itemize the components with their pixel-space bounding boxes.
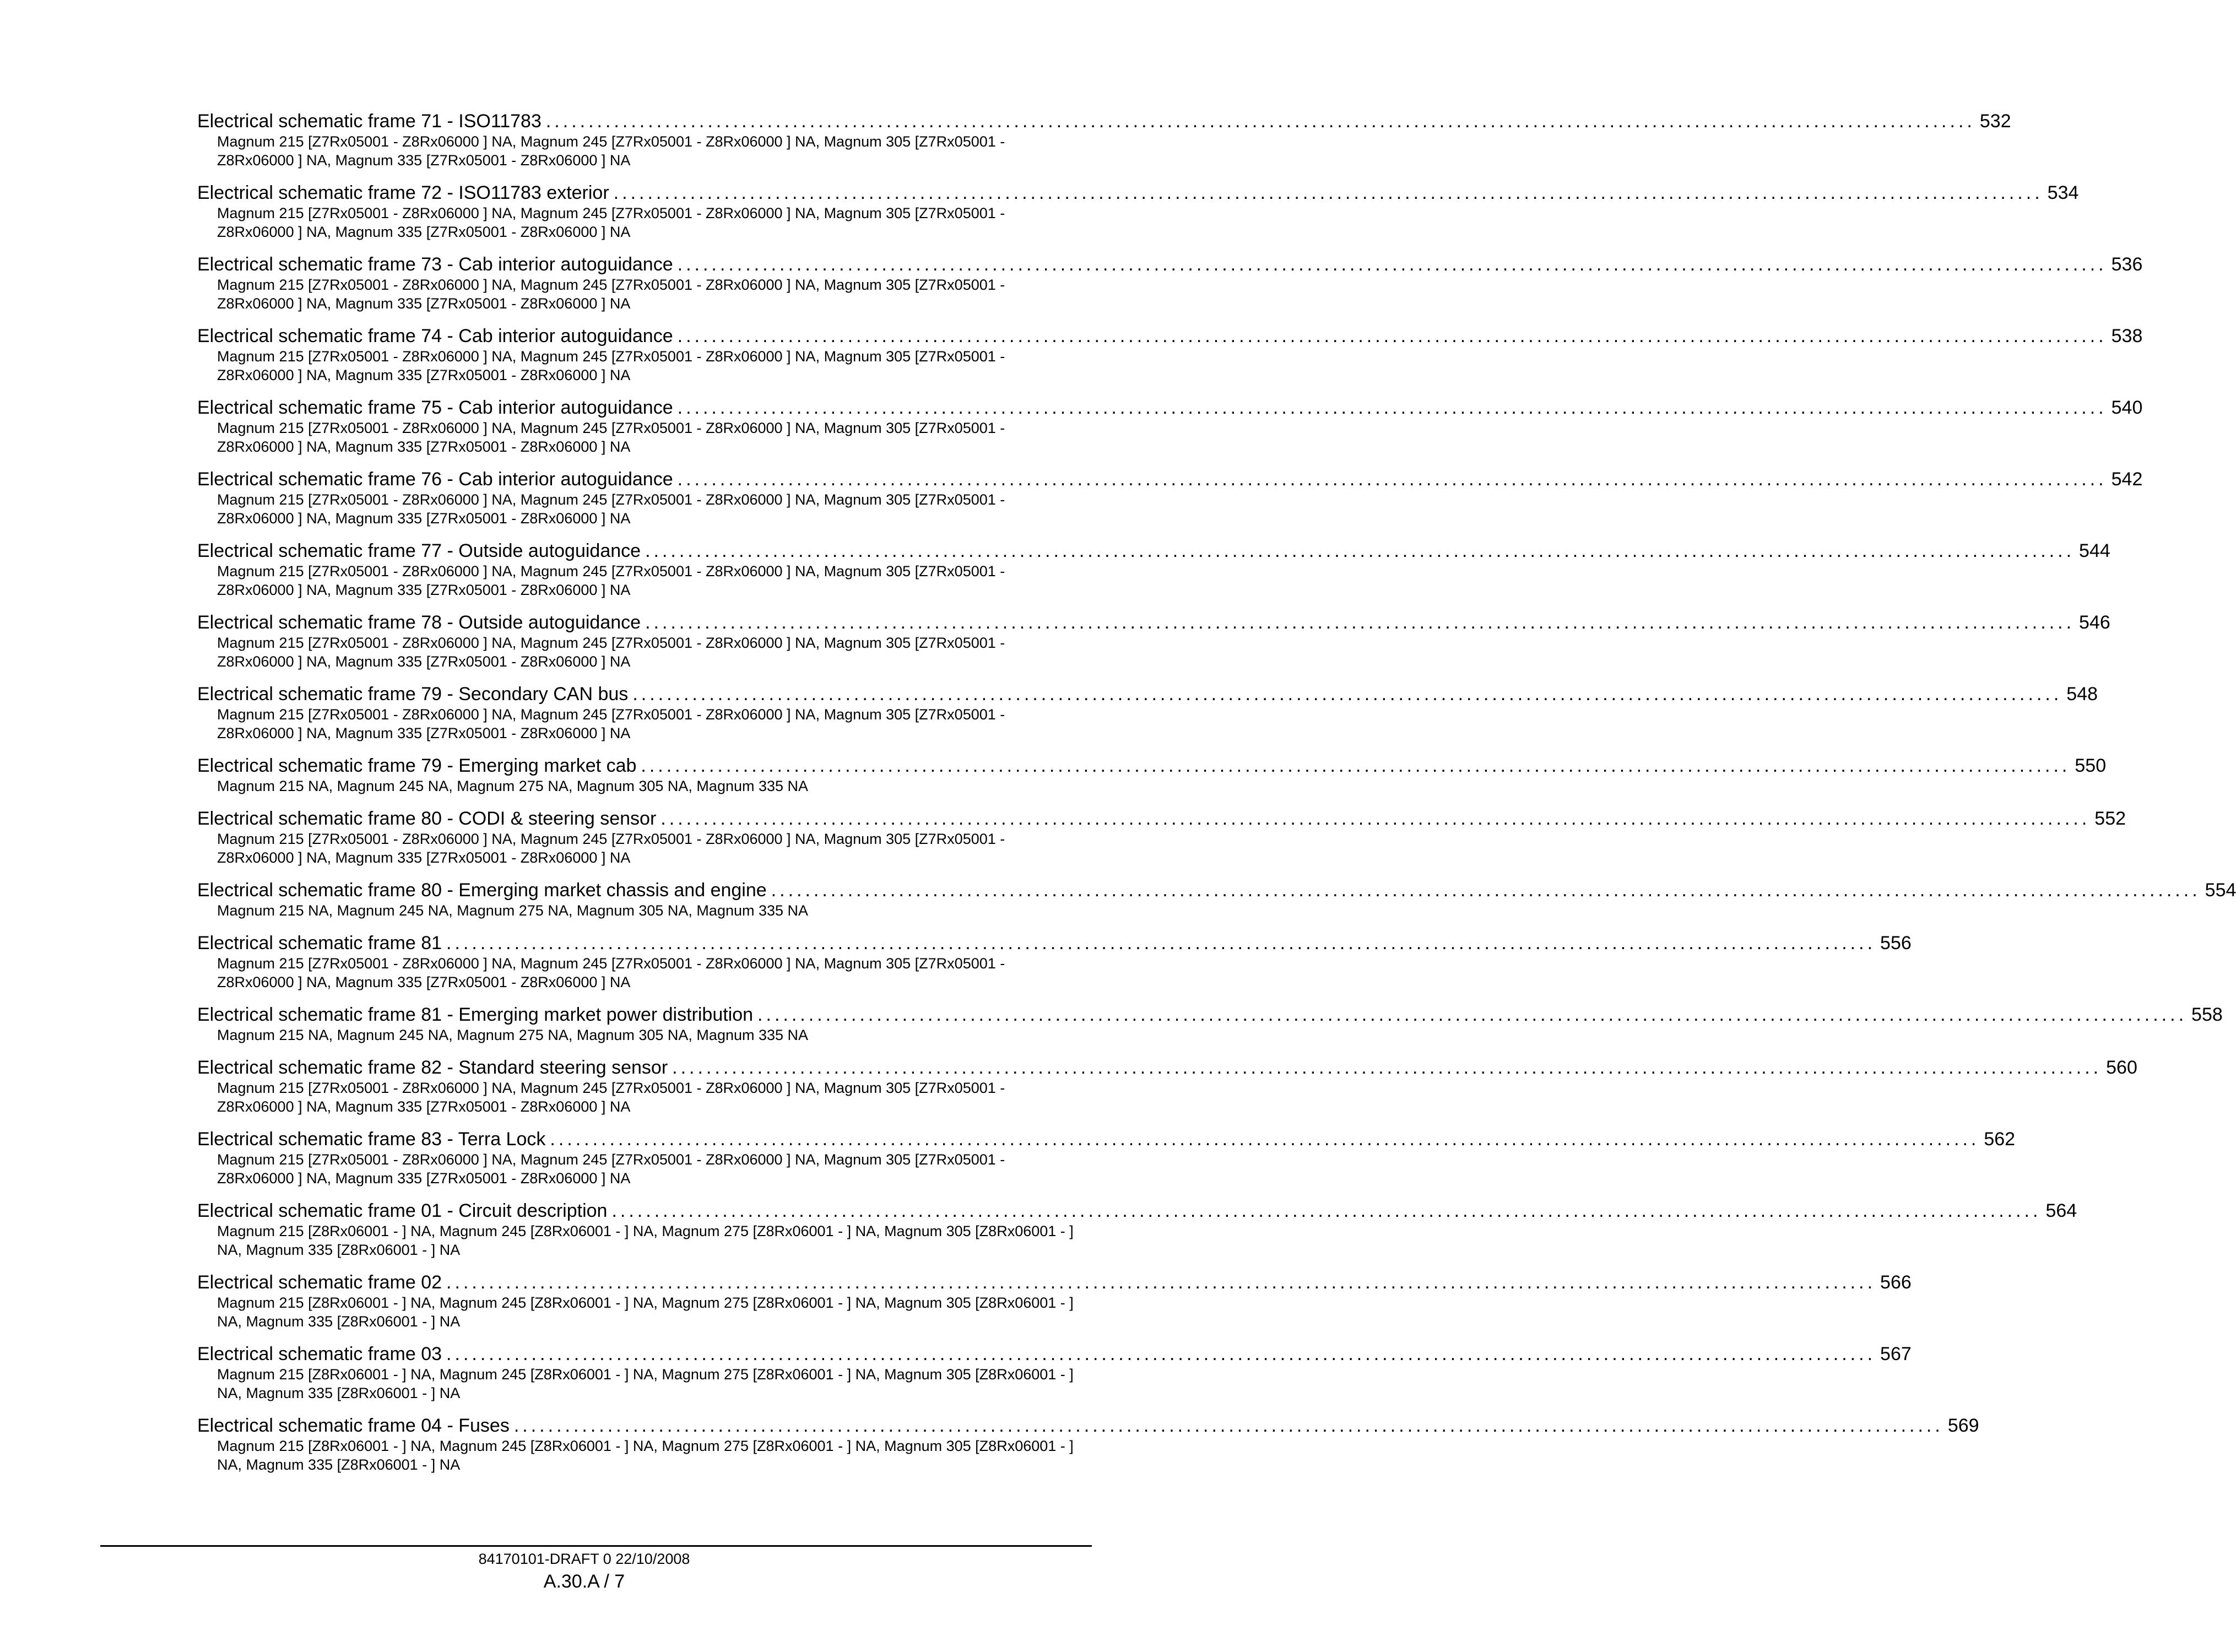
- page-number: 548: [2066, 684, 2098, 705]
- entry-title: Electrical schematic frame 73 - Cab interior autoguidance: [197, 254, 673, 275]
- page-number: 564: [2045, 1200, 2077, 1221]
- applicable-models: Magnum 215 [Z7Rx05001 - Z8Rx06000 ] NA, Magnum 245 [Z7Rx05001 - Z8Rx06000 ] NA, Magnum 305 [Z7Rx05001 - Z8Rx06000 ] NA, Magnum 335 [Z7Rx05001 - Z8Rx06000 ] NA: [217, 563, 1005, 598]
- page-number: 544: [2079, 540, 2110, 561]
- applicable-models: Magnum 215 [Z8Rx06001 - ] NA, Magnum 245 [Z8Rx06001 - ] NA, Magnum 275 [Z8Rx06001 - ] NA, Magnum 305 [Z8Rx06001 - ] NA, Magnum 335 [Z8Rx06001 - ] NA: [217, 1223, 1074, 1258]
- applicable-models: Magnum 215 [Z7Rx05001 - Z8Rx06000 ] NA, Magnum 245 [Z7Rx05001 - Z8Rx06000 ] NA, Magnum 305 [Z7Rx05001 - Z8Rx06000 ] NA, Magnum 335 [Z7Rx05001 - Z8Rx06000 ] NA: [217, 635, 1005, 670]
- page-number: 569: [1947, 1415, 1979, 1436]
- applicable-models: Magnum 215 [Z8Rx06001 - ] NA, Magnum 245 [Z8Rx06001 - ] NA, Magnum 275 [Z8Rx06001 - ] NA, Magnum 305 [Z8Rx06001 - ] NA, Magnum 335 [Z8Rx06001 - ] NA: [217, 1294, 1074, 1330]
- entry-title: Electrical schematic frame 78 - Outside autoguidance: [197, 612, 641, 633]
- applicable-models: Magnum 215 NA, Magnum 245 NA, Magnum 275 NA, Magnum 305 NA, Magnum 335 NA: [217, 778, 809, 794]
- toc-entry[interactable]: [197, 1271, 1912, 1331]
- entry-title: Electrical schematic frame 80 - Emerging market chassis and engine: [197, 880, 767, 901]
- entry-title: Electrical schematic frame 81 - Emerging market power distribution: [197, 1004, 754, 1025]
- dot-leader: ........................................................................................................................................................................: [672, 1057, 2102, 1078]
- entry-title: Electrical schematic frame 83 - Terra Lock: [197, 1129, 546, 1150]
- table-of-contents: [197, 110, 2236, 1486]
- dot-leader: ........................................................................................................................................................................: [613, 182, 2043, 203]
- applicable-models: Magnum 215 [Z7Rx05001 - Z8Rx06000 ] NA, Magnum 245 [Z7Rx05001 - Z8Rx06000 ] NA, Magnum 305 [Z7Rx05001 - Z8Rx06000 ] NA, Magnum 335 [Z7Rx05001 - Z8Rx06000 ] NA: [217, 420, 1005, 455]
- page-number: 566: [1880, 1272, 1912, 1293]
- entry-title: Electrical schematic frame 01 - Circuit description: [197, 1200, 608, 1221]
- dot-leader: ........................................................................................................................................................................: [632, 684, 2062, 705]
- page-number: 532: [1979, 111, 2011, 132]
- dot-leader: ........................................................................................................................................................................: [677, 254, 2107, 275]
- page-number: 538: [2111, 326, 2143, 346]
- toc-entry[interactable]: [197, 1415, 1979, 1474]
- dot-leader: ........................................................................................................................................................................: [446, 933, 1876, 954]
- dot-leader: ........................................................................................................................................................................: [757, 1004, 2188, 1025]
- toc-entry[interactable]: [197, 540, 2110, 599]
- toc-entry[interactable]: [197, 1057, 2137, 1116]
- entry-title: Electrical schematic frame 77 - Outside autoguidance: [197, 540, 641, 561]
- applicable-models: Magnum 215 NA, Magnum 245 NA, Magnum 275 NA, Magnum 305 NA, Magnum 335 NA: [217, 902, 809, 919]
- toc-entry[interactable]: [197, 932, 1912, 992]
- page-number: 536: [2111, 254, 2143, 275]
- toc-entry[interactable]: [197, 755, 2107, 795]
- dot-leader: ........................................................................................................................................................................: [446, 1344, 1876, 1364]
- applicable-models: Magnum 215 [Z7Rx05001 - Z8Rx06000 ] NA, Magnum 245 [Z7Rx05001 - Z8Rx06000 ] NA, Magnum 305 [Z7Rx05001 - Z8Rx06000 ] NA, Magnum 335 [Z7Rx05001 - Z8Rx06000 ] NA: [217, 706, 1005, 741]
- dot-leader: ........................................................................................................................................................................: [660, 808, 2091, 829]
- toc-entry[interactable]: [197, 1128, 2016, 1188]
- footer-divider: [100, 1545, 1092, 1547]
- applicable-models: Magnum 215 [Z7Rx05001 - Z8Rx06000 ] NA, Magnum 245 [Z7Rx05001 - Z8Rx06000 ] NA, Magnum 305 [Z7Rx05001 - Z8Rx06000 ] NA, Magnum 335 [Z7Rx05001 - Z8Rx06000 ] NA: [217, 955, 1005, 990]
- page-number: 562: [1984, 1129, 2016, 1150]
- applicable-models: Magnum 215 [Z7Rx05001 - Z8Rx06000 ] NA, Magnum 245 [Z7Rx05001 - Z8Rx06000 ] NA, Magnum 305 [Z7Rx05001 - Z8Rx06000 ] NA, Magnum 335 [Z7Rx05001 - Z8Rx06000 ] NA: [217, 205, 1005, 240]
- entry-title: Electrical schematic frame 75 - Cab interior autoguidance: [197, 397, 673, 418]
- entry-title: Electrical schematic frame 81: [197, 933, 442, 954]
- entry-title: Electrical schematic frame 04 - Fuses: [197, 1415, 510, 1436]
- page-number: 560: [2106, 1057, 2137, 1078]
- toc-entry[interactable]: [197, 683, 2098, 743]
- applicable-models: Magnum 215 [Z7Rx05001 - Z8Rx06000 ] NA, Magnum 245 [Z7Rx05001 - Z8Rx06000 ] NA, Magnum 305 [Z7Rx05001 - Z8Rx06000 ] NA, Magnum 335 [Z7Rx05001 - Z8Rx06000 ] NA: [217, 133, 1005, 169]
- dot-leader: ........................................................................................................................................................................: [550, 1129, 1980, 1150]
- dot-leader: ........................................................................................................................................................................: [513, 1415, 1943, 1436]
- toc-entry[interactable]: [197, 611, 2110, 671]
- entry-title: Electrical schematic frame 79 - Emerging market cab: [197, 755, 637, 776]
- applicable-models: Magnum 215 [Z8Rx06001 - ] NA, Magnum 245 [Z8Rx06001 - ] NA, Magnum 275 [Z8Rx06001 - ] NA, Magnum 305 [Z8Rx06001 - ] NA, Magnum 335 [Z8Rx06001 - ] NA: [217, 1366, 1074, 1401]
- dot-leader: ........................................................................................................................................................................: [771, 880, 2201, 901]
- toc-entry[interactable]: [197, 879, 2236, 920]
- page-number: 540: [2111, 397, 2143, 418]
- dot-leader: ........................................................................................................................................................................: [677, 326, 2107, 346]
- dot-leader: ........................................................................................................................................................................: [545, 111, 1975, 132]
- toc-entry[interactable]: [197, 397, 2143, 456]
- dot-leader: ........................................................................................................................................................................: [641, 755, 2071, 776]
- page-number: 534: [2047, 182, 2079, 203]
- page-number: 552: [2094, 808, 2126, 829]
- page-number: 550: [2075, 755, 2107, 776]
- dot-leader: ........................................................................................................................................................................: [645, 540, 2075, 561]
- toc-entry[interactable]: [197, 808, 2126, 867]
- document-reference: 84170101-DRAFT 0 22/10/2008: [478, 1551, 690, 1567]
- applicable-models: Magnum 215 [Z7Rx05001 - Z8Rx06000 ] NA, Magnum 245 [Z7Rx05001 - Z8Rx06000 ] NA, Magnum 305 [Z7Rx05001 - Z8Rx06000 ] NA, Magnum 335 [Z7Rx05001 - Z8Rx06000 ] NA: [217, 277, 1005, 312]
- entry-title: Electrical schematic frame 79 - Secondary CAN bus: [197, 684, 629, 705]
- dot-leader: ........................................................................................................................................................................: [611, 1200, 2042, 1221]
- toc-entry[interactable]: [197, 1200, 2077, 1259]
- toc-entry[interactable]: [197, 468, 2143, 528]
- applicable-models: Magnum 215 [Z7Rx05001 - Z8Rx06000 ] NA, Magnum 245 [Z7Rx05001 - Z8Rx06000 ] NA, Magnum 305 [Z7Rx05001 - Z8Rx06000 ] NA, Magnum 335 [Z7Rx05001 - Z8Rx06000 ] NA: [217, 1151, 1005, 1187]
- applicable-models: Magnum 215 [Z7Rx05001 - Z8Rx06000 ] NA, Magnum 245 [Z7Rx05001 - Z8Rx06000 ] NA, Magnum 305 [Z7Rx05001 - Z8Rx06000 ] NA, Magnum 335 [Z7Rx05001 - Z8Rx06000 ] NA: [217, 491, 1005, 527]
- applicable-models: Magnum 215 NA, Magnum 245 NA, Magnum 275 NA, Magnum 305 NA, Magnum 335 NA: [217, 1027, 809, 1043]
- toc-entry[interactable]: [197, 253, 2143, 313]
- page-number: 558: [2191, 1004, 2223, 1025]
- page-number: 546: [2079, 612, 2110, 633]
- page-number: 556: [1880, 933, 1912, 954]
- page-number: 567: [1880, 1344, 1912, 1364]
- applicable-models: Magnum 215 [Z8Rx06001 - ] NA, Magnum 245 [Z8Rx06001 - ] NA, Magnum 275 [Z8Rx06001 - ] NA, Magnum 305 [Z8Rx06001 - ] NA, Magnum 335 [Z8Rx06001 - ] NA: [217, 1438, 1074, 1473]
- dot-leader: ........................................................................................................................................................................: [677, 397, 2107, 418]
- applicable-models: Magnum 215 [Z7Rx05001 - Z8Rx06000 ] NA, Magnum 245 [Z7Rx05001 - Z8Rx06000 ] NA, Magnum 305 [Z7Rx05001 - Z8Rx06000 ] NA, Magnum 335 [Z7Rx05001 - Z8Rx06000 ] NA: [217, 831, 1005, 866]
- applicable-models: Magnum 215 [Z7Rx05001 - Z8Rx06000 ] NA, Magnum 245 [Z7Rx05001 - Z8Rx06000 ] NA, Magnum 305 [Z7Rx05001 - Z8Rx06000 ] NA, Magnum 335 [Z7Rx05001 - Z8Rx06000 ] NA: [217, 348, 1005, 383]
- toc-entry[interactable]: [197, 110, 2011, 170]
- entry-title: Electrical schematic frame 02: [197, 1272, 442, 1293]
- toc-entry[interactable]: [197, 1004, 2223, 1044]
- toc-entry[interactable]: [197, 325, 2143, 384]
- entry-title: Electrical schematic frame 80 - CODI & steering sensor: [197, 808, 657, 829]
- dot-leader: ........................................................................................................................................................................: [677, 469, 2107, 490]
- dot-leader: ........................................................................................................................................................................: [645, 612, 2075, 633]
- entry-title: Electrical schematic frame 82 - Standard steering sensor: [197, 1057, 668, 1078]
- page-number: 554: [2205, 880, 2236, 901]
- entry-title: Electrical schematic frame 72 - ISO11783 exterior: [197, 182, 609, 203]
- entry-title: Electrical schematic frame 74 - Cab interior autoguidance: [197, 326, 673, 346]
- dot-leader: ........................................................................................................................................................................: [446, 1272, 1876, 1293]
- toc-entry[interactable]: [197, 182, 2079, 241]
- applicable-models: Magnum 215 [Z7Rx05001 - Z8Rx06000 ] NA, Magnum 245 [Z7Rx05001 - Z8Rx06000 ] NA, Magnum 305 [Z7Rx05001 - Z8Rx06000 ] NA, Magnum 335 [Z7Rx05001 - Z8Rx06000 ] NA: [217, 1080, 1005, 1115]
- entry-title: Electrical schematic frame 03: [197, 1344, 442, 1364]
- entry-title: Electrical schematic frame 76 - Cab interior autoguidance: [197, 469, 673, 490]
- page-number-footer: A.30.A / 7: [543, 1571, 625, 1592]
- page-number: 542: [2111, 469, 2143, 490]
- entry-title: Electrical schematic frame 71 - ISO11783: [197, 111, 542, 132]
- toc-entry[interactable]: [197, 1343, 1912, 1402]
